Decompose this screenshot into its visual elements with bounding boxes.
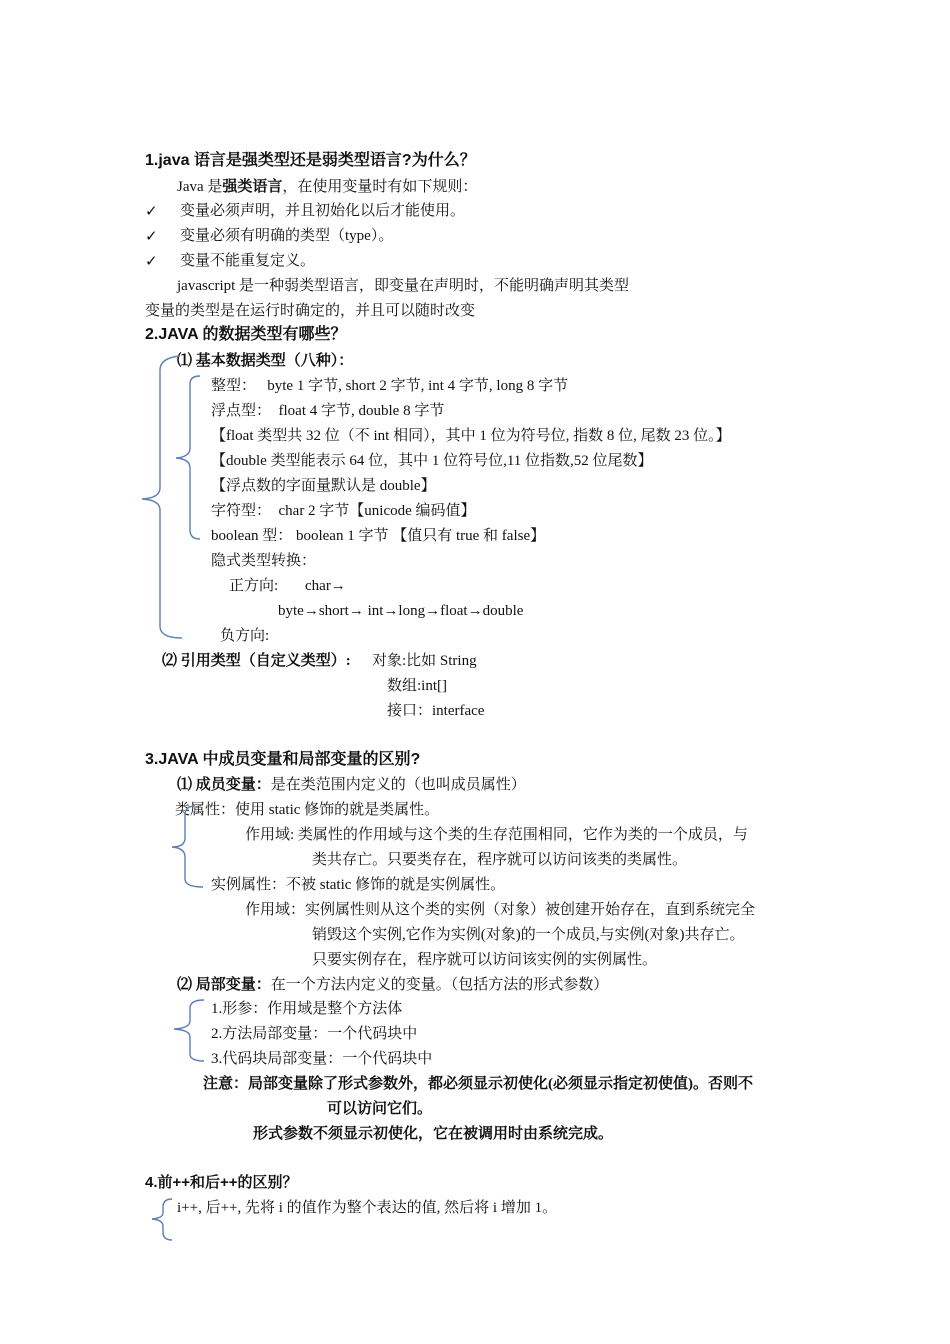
q2-float-note: 【float 类型共 32 位（不 int 相同），其中 1 位为符号位, 指数 8 位, 尾数 23 位。】 — [211, 428, 731, 444]
q3-member-label: ⑴ 成员变量： — [177, 777, 271, 793]
check-icon: ✓ — [145, 202, 158, 220]
q3-class-scope-1: 作用域: 类属性的作用域与这个类的生存范围相同，它作为类的一个成员，与 — [245, 827, 748, 843]
brace-primitive-outer — [142, 356, 182, 638]
q2-primitive-title: ⑴ 基本数据类型（八种）： — [177, 353, 354, 369]
q1-rule-3: 变量不能重复定义。 — [180, 253, 316, 269]
q2-literal-note: 【浮点数的字面量默认是 double】 — [211, 478, 436, 494]
q3-note-3: 形式参数不须显示初使化，它在被调用时由系统完成。 — [253, 1126, 614, 1142]
brace-local — [174, 1000, 204, 1061]
q3-class-scope-2: 类共存亡。只要类存在，程序就可以访问该类的类属性。 — [312, 852, 688, 868]
q2-char: 字符型： char 2 字节【unicode 编码值】 — [211, 503, 476, 519]
q1-intro-bold: 强类语言 — [222, 179, 283, 195]
q3-local-item-1: 1.形参：作用域是整个方法体 — [211, 1001, 403, 1017]
q3-local-item-3: 3.代码块局部变量：一个代码块中 — [211, 1051, 433, 1067]
q2-boolean: boolean 型： boolean 1 字节 【值只有 true 和 false】 — [211, 528, 546, 544]
q2-forward-label: 正方向: — [229, 578, 279, 594]
q1-js-line2: 变量的类型是在运行时确定的，并且可以随时改变 — [145, 303, 476, 319]
q2-integer: 整型： byte 1 字节, short 2 字节, int 4 字节, long 8 字节 — [211, 378, 569, 394]
q2-ref-array: 数组:int[] — [387, 678, 447, 694]
q3-title: 3.JAVA 中成员变量和局部变量的区别? — [145, 751, 421, 768]
check-icon: ✓ — [145, 252, 158, 270]
q3-inst-scope-2: 销毁这个实例,它作为实例(对象)的一个成员,与实例(对象)共存亡。 — [312, 927, 745, 943]
q2-implicit: 隐式类型转换： — [211, 553, 317, 569]
q4-title: 4.前++和后++的区别？ — [145, 1174, 298, 1191]
q1-js-line1: javascript 是一种弱类型语言，即变量在声明时，不能明确声明其类型 — [177, 278, 630, 294]
brace-q4 — [152, 1199, 172, 1240]
q3-local-desc: 在一个方法内定义的变量。（包括方法的形式参数） — [270, 977, 609, 993]
q3-inst-scope-3: 只要实例存在，程序就可以访问该实例的实例属性。 — [312, 952, 658, 968]
q2-ref-object: 对象:比如 String — [372, 653, 477, 669]
q3-class-attr: 类属性：使用 static 修饰的就是类属性。 — [175, 802, 440, 818]
q2-float: 浮点型： float 4 字节, double 8 字节 — [211, 403, 445, 419]
q2-ref-interface: 接口：interface — [387, 703, 485, 719]
q3-inst-attr: 实例属性：不被 static 修饰的就是实例属性。 — [211, 877, 506, 893]
q2-forward-char: char→ — [305, 578, 346, 594]
q2-title: 2.JAVA 的数据类型有哪些？ — [145, 326, 347, 343]
check-icon: ✓ — [145, 227, 158, 245]
q3-member-desc: 是在类范围内定义的（也叫成员属性） — [270, 777, 526, 793]
q3-note-2: 可以访问它们。 — [327, 1101, 433, 1117]
q3-note-1: 注意：局部变量除了形式参数外，都必须显示初使化(必须显示指定初使值)。否则不 — [203, 1076, 753, 1092]
q1-intro-pre: Java 是 — [177, 179, 223, 195]
q1-intro-post: ，在使用变量时有如下规则： — [282, 179, 478, 195]
q1-title: 1.java 语言是强类型还是弱类型语言?为什么？ — [145, 152, 476, 169]
q3-inst-scope-1: 作用域：实例属性则从这个类的实例（对象）被创建开始存在，直到系统完全 — [245, 902, 756, 918]
q4-desc: i++, 后++, 先将 i 的值作为整个表达的值, 然后将 i 增加 1。 — [177, 1200, 558, 1216]
brace-primitive-inner — [176, 376, 200, 539]
q3-local-label: ⑵ 局部变量： — [177, 977, 271, 993]
q1-rule-1: 变量必须声明，并且初始化以后才能使用。 — [180, 203, 466, 219]
brace-member-outer — [172, 806, 203, 887]
q2-backward-label: 负方向: — [220, 628, 270, 644]
q2-double-note: 【double 类型能表示 64 位，其中 1 位符号位,11 位指数,52 位尾数】 — [211, 453, 653, 469]
q2-forward-chain: byte→short→ int→long→float→double — [278, 603, 524, 619]
q1-rule-2: 变量必须有明确的类型（type）。 — [180, 228, 394, 244]
q3-local-item-2: 2.方法局部变量：一个代码块中 — [211, 1026, 418, 1042]
q2-ref-title: ⑵ 引用类型（自定义类型）: — [162, 653, 351, 669]
